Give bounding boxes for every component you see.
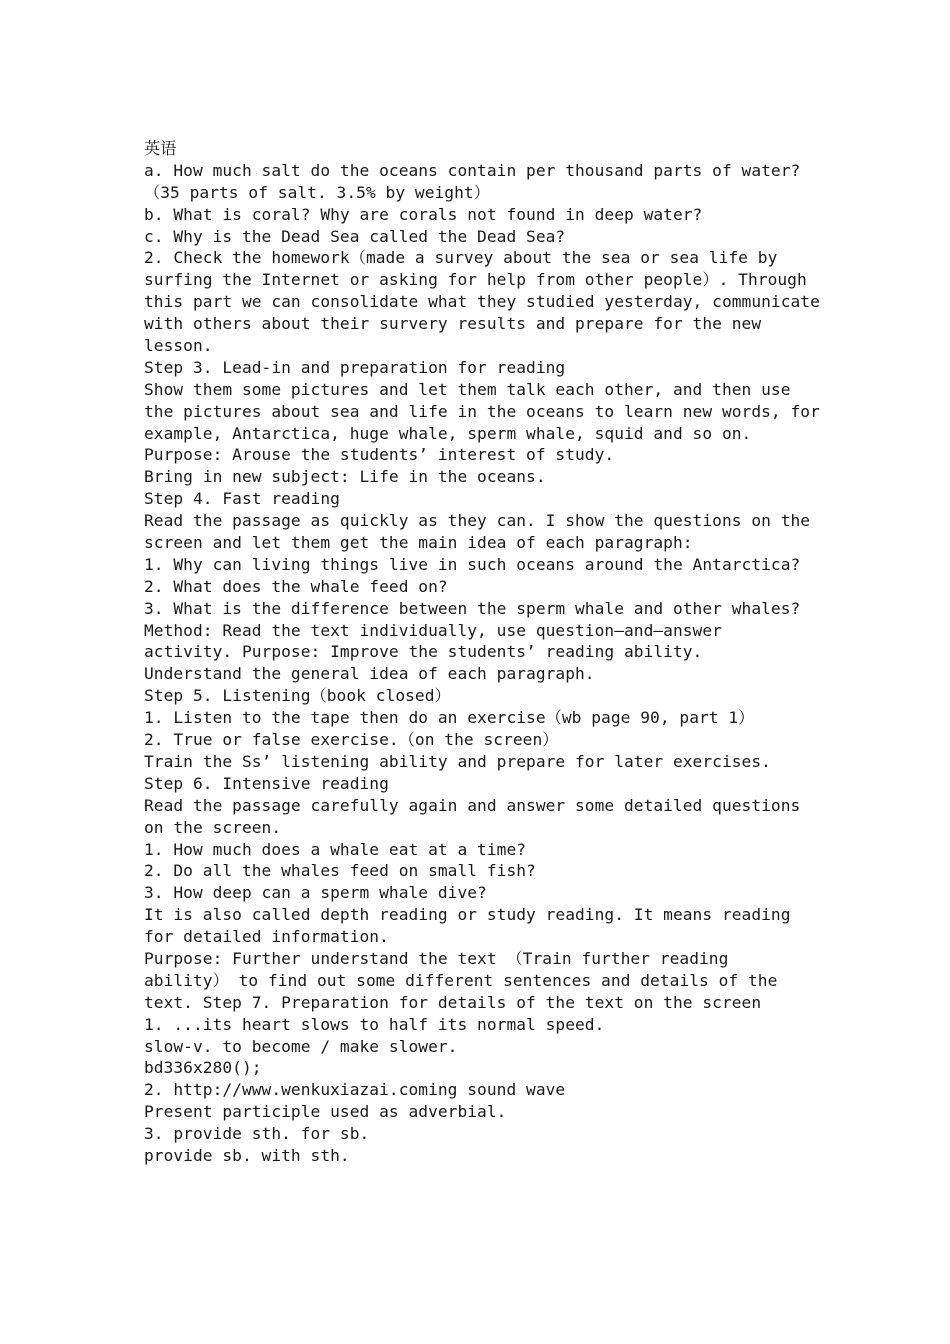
text-line: 3. provide sth. for sb. (144, 1124, 370, 1144)
text-line: on the screen. (144, 817, 282, 837)
text-line: 1. Why can living things live in such oceans around the Antarctica? (144, 554, 801, 574)
step-heading: Step 3. Lead-in and preparation for reading (144, 357, 566, 377)
text-line: activity. Purpose: Improve the students’ reading ability. (144, 642, 703, 662)
text-line: Understand the general idea of each paragraph. (144, 664, 595, 684)
text-line: Purpose: Further understand the text （Train further reading (144, 948, 729, 968)
text-line: slow-v. to become / make slower. (144, 1036, 458, 1056)
document-body (144, 138, 824, 1167)
text-line: 1. Listen to the tape then do an exercise（wb page 90, part 1） (144, 708, 755, 728)
text-line: 2. Check the homework（made a survey about the sea or sea life by (144, 248, 778, 268)
text-line: 2. http://www.wenkuxiazai.coming sound wave (144, 1080, 566, 1100)
text-line: Read the passage carefully again and answer some detailed questions (144, 795, 801, 815)
text-line: Bring in new subject: Life in the oceans. (144, 467, 546, 487)
text-line: example, Antarctica, huge whale, sperm whale, squid and so on. (144, 423, 752, 443)
text-line: Read the passage as quickly as they can. I show the questions on the (144, 511, 811, 531)
text-line: c. Why is the Dead Sea called the Dead Sea? (144, 226, 566, 246)
text-line: Purpose: Arouse the students’ interest of study. (144, 445, 615, 465)
text-line: text. Step 7. Preparation for details of the text on the screen (144, 992, 762, 1012)
subject-heading: 英语 (144, 139, 177, 158)
text-line: ability） to find out some different sentences and details of the (144, 970, 778, 990)
text-line: Method: Read the text individually, use question—and—answer (144, 620, 722, 640)
text-line: 1. How much does a whale eat at a time? (144, 839, 527, 859)
text-line: 2. Do all the whales feed on small fish? (144, 861, 536, 881)
text-line: 1. ...its heart slows to half its normal speed. (144, 1014, 605, 1034)
step-heading: Step 5. Listening（book closed） (144, 686, 451, 706)
text-line: provide sb. with sth. (144, 1145, 350, 1165)
text-line: the pictures about sea and life in the oceans to learn new words, for (144, 401, 820, 421)
step-heading: Step 4. Fast reading (144, 489, 340, 509)
text-line: b. What is coral? Why are corals not found in deep water? (144, 204, 703, 224)
text-line: Show them some pictures and let them talk each other, and then use (144, 379, 791, 399)
step-heading: Step 6. Intensive reading (144, 773, 389, 793)
text-line: Train the Ss’ listening ability and prepare for later exercises. (144, 751, 771, 771)
text-line: 3. What is the difference between the sperm whale and other whales? (144, 598, 801, 618)
text-line: 2. What does the whale feed on? (144, 576, 448, 596)
text-line: （35 parts of salt. 3.5% by weight） (144, 182, 490, 202)
text-line: lesson. (144, 336, 213, 356)
text-line: Present participle used as adverbial. (144, 1102, 507, 1122)
text-line: It is also called depth reading or study reading. It means reading (144, 905, 791, 925)
text-line: this part we can consolidate what they studied yesterday, communicate (144, 292, 820, 312)
text-line: with others about their survery results and prepare for the new (144, 314, 762, 334)
text-line: a. How much salt do the oceans contain per thousand parts of water? (144, 160, 801, 180)
text-line: surfing the Internet or asking for help from other people）. Through (144, 270, 807, 290)
text-line: bd336x280(); (144, 1058, 262, 1078)
text-line: 3. How deep can a sperm whale dive? (144, 883, 487, 903)
text-line: 2. True or false exercise.（on the screen） (144, 730, 559, 750)
text-line: for detailed information. (144, 927, 389, 947)
text-line: screen and let them get the main idea of each paragraph: (144, 533, 693, 553)
